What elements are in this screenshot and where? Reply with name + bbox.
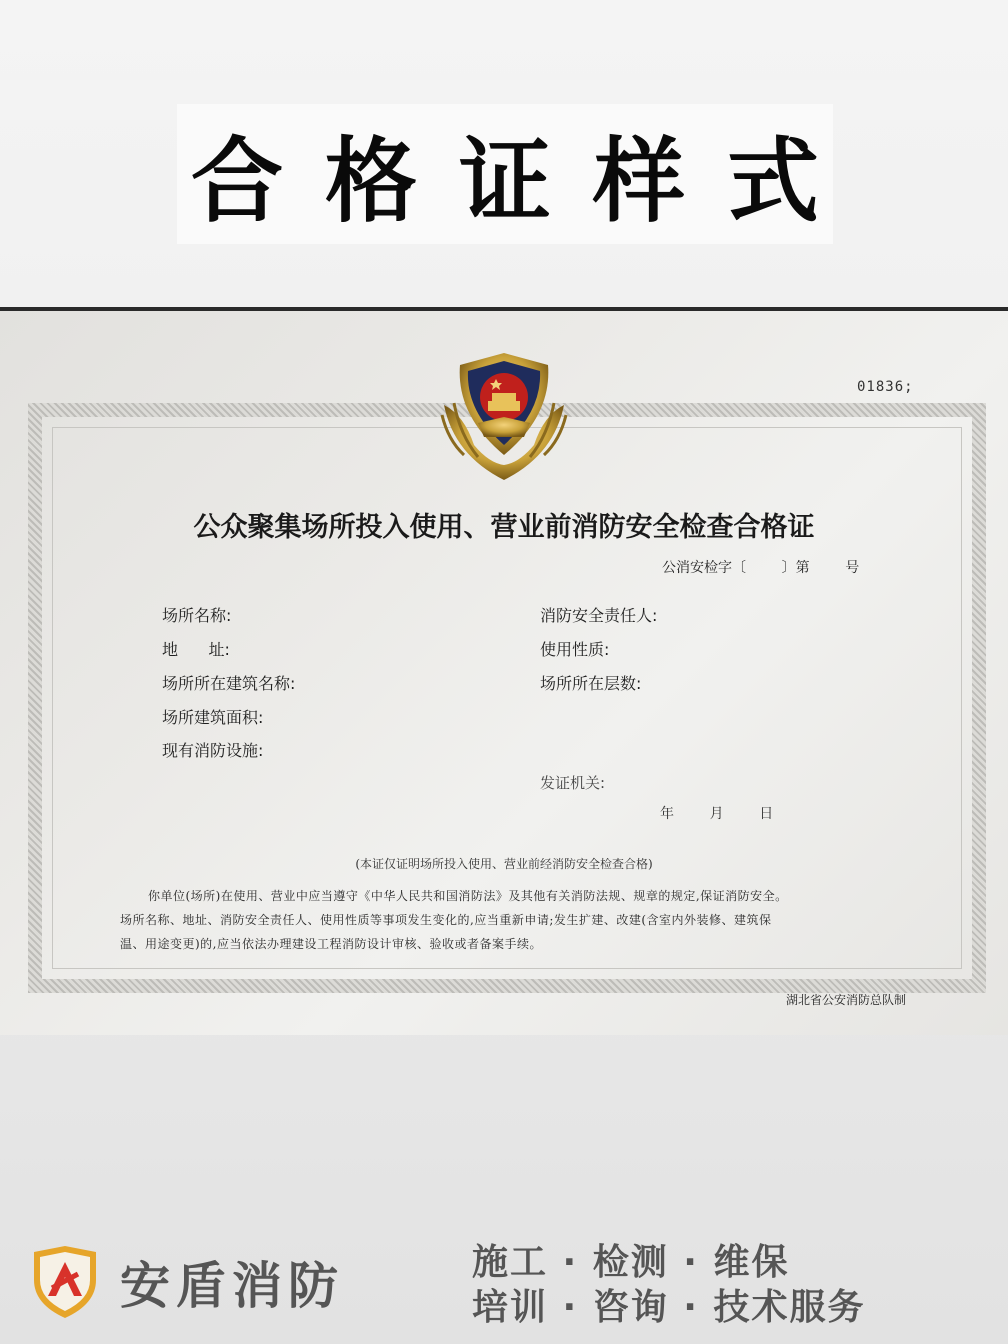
page-title: 合格证样式 [190, 128, 861, 235]
services-line-2: 培训 · 咨询 · 技术服务 [472, 1287, 866, 1328]
certificate-photo [0, 307, 1008, 1035]
field-address: 地 址: [162, 640, 230, 659]
field-building-name: 场所所在建筑名称: [162, 674, 296, 693]
certificate-title: 公众聚集场所投入使用、营业前消防安全检查合格证 [193, 512, 815, 543]
field-building-area: 场所建筑面积: [162, 708, 264, 727]
services-line-1: 施工 · 检测 · 维保 [472, 1242, 790, 1283]
field-usage-nature: 使用性质: [540, 640, 610, 659]
body-text-line: 场所名称、地址、消防安全责任人、使用性质等事项发生变化的,应当重新申请;发生扩建、改建(含室内外装修、建筑保 [120, 913, 772, 927]
certificate-note: (本证仅证明场所投入使用、营业前经消防安全检查合格) [355, 857, 653, 871]
shield-logo-icon [30, 1244, 100, 1320]
issuer-organization: 湖北省公安消防总队制 [786, 993, 907, 1007]
police-emblem-icon [434, 345, 574, 485]
field-date: 年 月 日 [660, 806, 774, 822]
certificate-number: 公消安检字〔 〕第 号 [662, 560, 860, 576]
field-floor: 场所所在层数: [540, 674, 642, 693]
brand-name: 安盾消防 [120, 1257, 344, 1315]
field-existing-facilities: 现有消防设施: [162, 741, 264, 760]
field-venue-name: 场所名称: [162, 606, 232, 625]
body-text-line: 温、用途变更)的,应当依法办理建设工程消防设计审核、验收或者备案手续。 [120, 937, 542, 951]
field-issuing-authority: 发证机关: [540, 774, 606, 792]
field-fire-safety-officer: 消防安全责任人: [540, 606, 658, 625]
serial-number: 01836; [857, 379, 914, 395]
body-text-line: 你单位(场所)在使用、营业中应当遵守《中华人民共和国消防法》及其他有关消防法规、规章的规定,保证消防安全。 [148, 889, 788, 903]
title-banner [177, 104, 861, 244]
